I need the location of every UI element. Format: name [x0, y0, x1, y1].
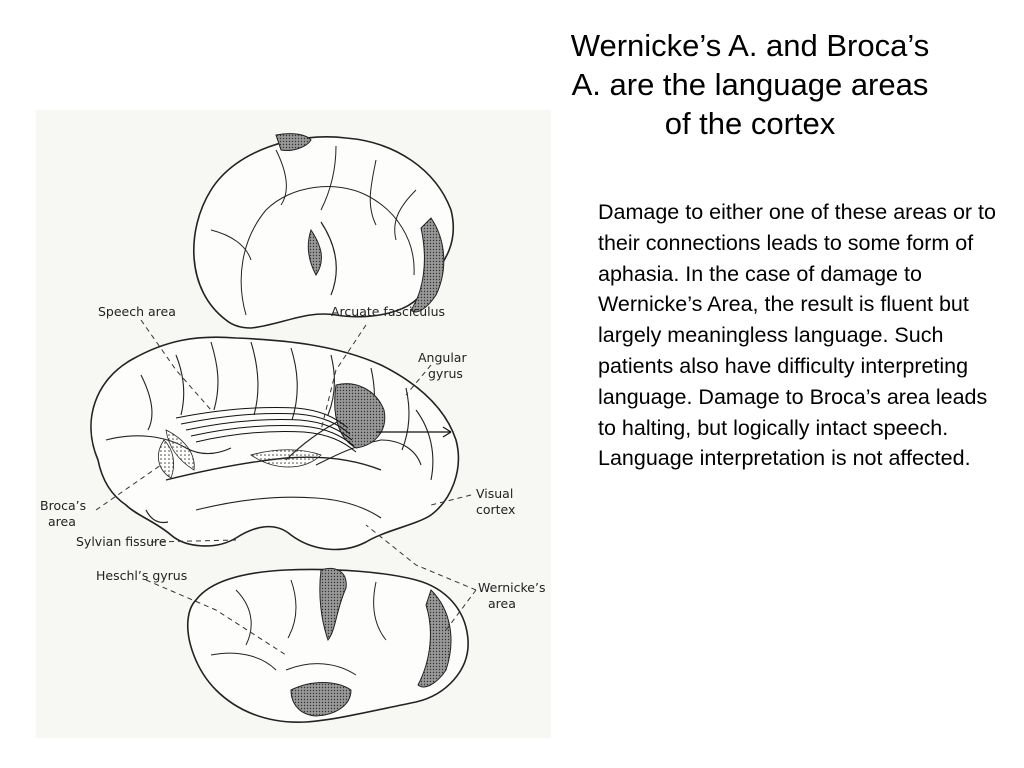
label-brocas-area-line2: area	[48, 514, 76, 529]
bottom-brain-section	[188, 568, 468, 722]
label-visual-cortex-line1: Visual	[476, 486, 514, 501]
label-brocas-area-line1: Broca’s	[40, 498, 87, 513]
brain-figure	[36, 110, 551, 738]
label-angular-gyrus-line1: Angular	[418, 350, 467, 365]
lateral-brain-view	[91, 337, 458, 549]
top-brain-section	[194, 134, 454, 328]
label-speech-area: Speech area	[98, 304, 176, 319]
slide-title	[470, 26, 1024, 143]
label-angular-gyrus-line2: gyrus	[428, 366, 463, 381]
label-visual-cortex-line2: cortex	[476, 502, 516, 517]
title-line-2: A. are the language areas	[571, 67, 929, 102]
label-heschls-gyrus: Heschl’s gyrus	[96, 568, 188, 583]
label-arcuate-fasciculus: Arcuate fasciculus	[331, 304, 446, 319]
label-wernickes-area-line2: area	[488, 596, 516, 611]
title-line-1: Wernicke’s A. and Broca’s	[570, 28, 930, 63]
label-sylvian-fissure: Sylvian fissure	[76, 534, 167, 549]
title-line-3: of the cortex	[664, 106, 836, 141]
label-wernickes-area-line1: Wernicke’s	[478, 580, 546, 595]
body-paragraph: Damage to either one of these areas or to their connections leads to some form of aphasia. In the case of damage to Wernicke’s Area, the result is fluent but largely meaningless language. Such patients also have difficulty interpreting language. Damage to Broca’s area leads to halting, but logically intact speech. Language interpretation is not affected.	[598, 200, 996, 471]
brain-illustration	[36, 110, 551, 738]
